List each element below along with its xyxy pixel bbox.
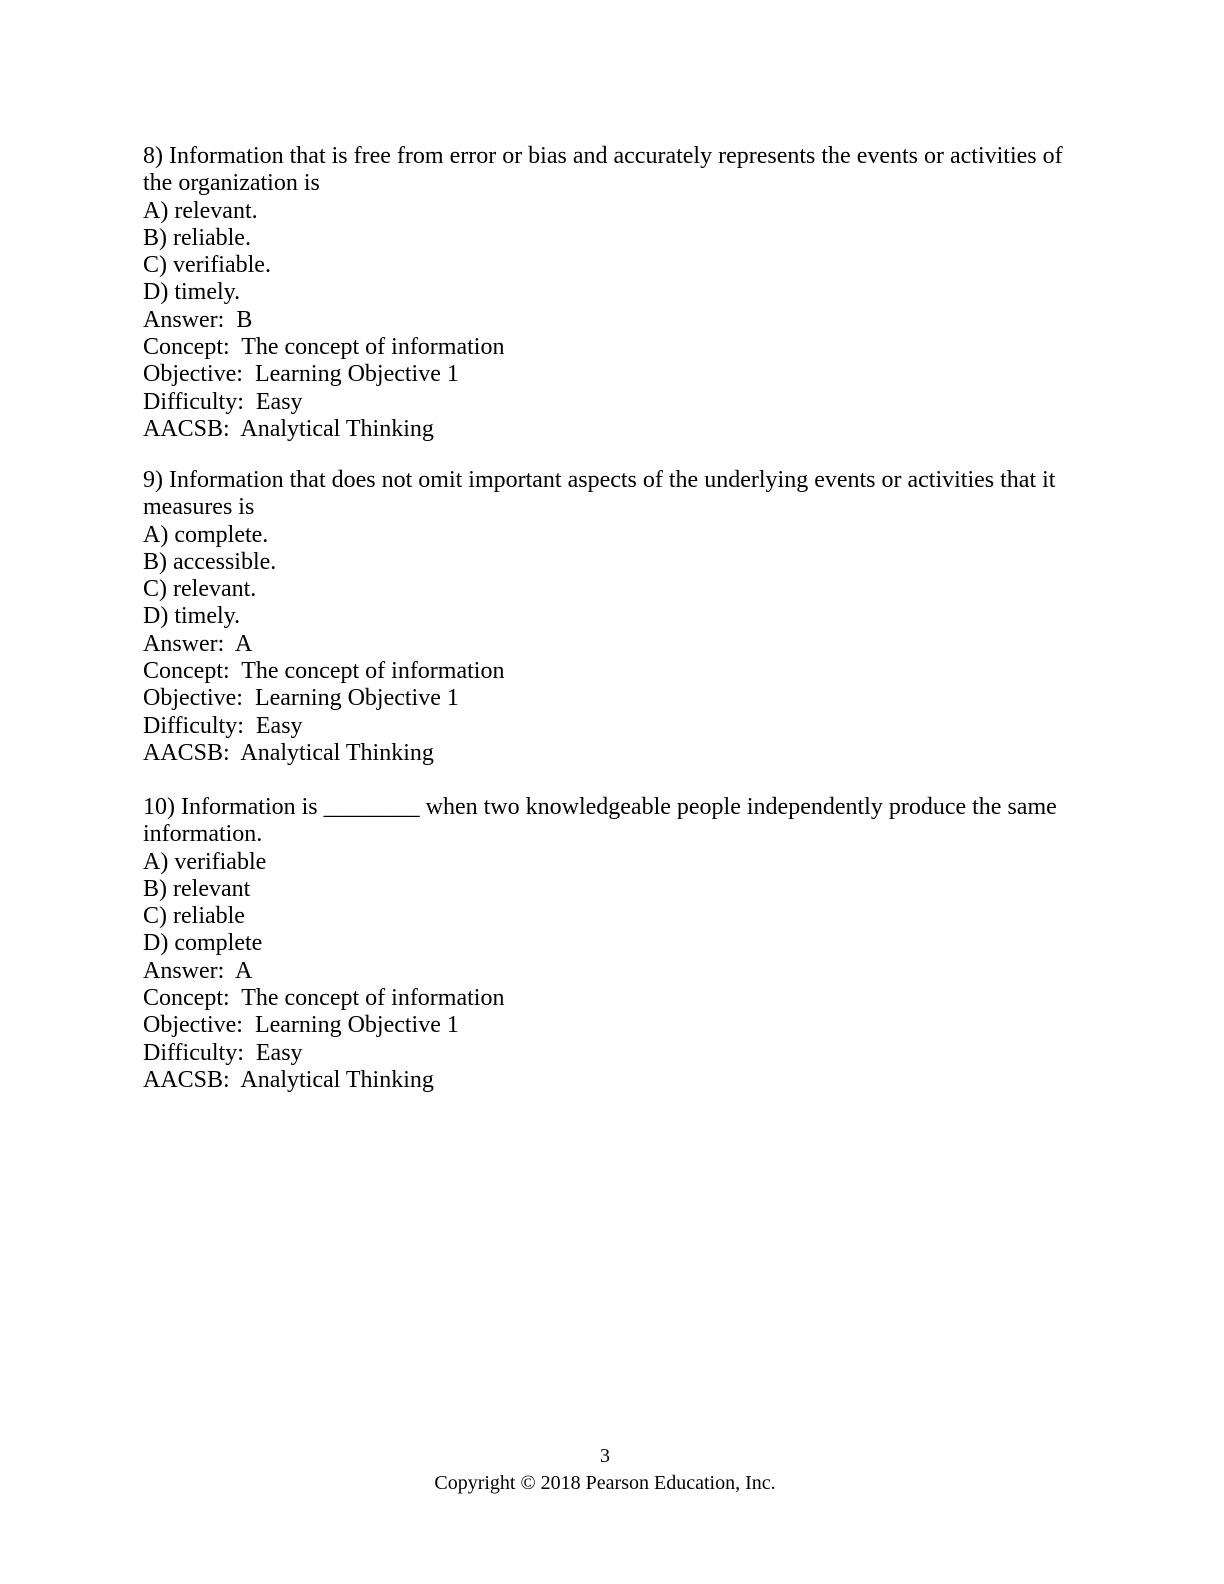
answer: Answer: A bbox=[143, 957, 253, 984]
option-c: C) reliable bbox=[143, 903, 245, 930]
answer: Answer: A bbox=[143, 630, 253, 657]
difficulty: Difficulty: Easy bbox=[143, 388, 303, 415]
answer: Answer: B bbox=[143, 306, 253, 333]
aacsb: AACSB: Analytical Thinking bbox=[143, 739, 434, 766]
option-b: B) relevant bbox=[143, 875, 251, 902]
option-b: B) reliable. bbox=[143, 224, 251, 251]
question-8 bbox=[143, 143, 1073, 443]
concept: Concept: The concept of information bbox=[143, 985, 505, 1012]
concept: Concept: The concept of information bbox=[143, 334, 505, 361]
aacsb: AACSB: Analytical Thinking bbox=[143, 1066, 434, 1093]
objective: Objective: Learning Objective 1 bbox=[143, 1012, 459, 1039]
question-stem: 9) Information that does not omit important aspects of the underlying events or activities that it measures is bbox=[143, 467, 1062, 521]
option-a: A) complete. bbox=[143, 521, 269, 548]
copyright-notice: Copyright © 2018 Pearson Education, Inc. bbox=[434, 1472, 776, 1494]
page-number: 3 bbox=[600, 1445, 610, 1467]
option-c: C) verifiable. bbox=[143, 252, 271, 279]
option-d: D) timely. bbox=[143, 279, 241, 306]
objective: Objective: Learning Objective 1 bbox=[143, 685, 459, 712]
concept: Concept: The concept of information bbox=[143, 658, 505, 685]
option-d: D) timely. bbox=[143, 603, 241, 630]
difficulty: Difficulty: Easy bbox=[143, 1039, 303, 1066]
question-stem: 10) Information is ________ when two knowledgeable people independently produce the same information. bbox=[143, 794, 1063, 848]
option-b: B) accessible. bbox=[143, 548, 277, 575]
question-stem: 8) Information that is free from error or bias and accurately represents the events or activities of the organization is bbox=[143, 143, 1069, 197]
option-c: C) relevant. bbox=[143, 576, 257, 603]
question-9 bbox=[143, 467, 1073, 767]
question-10 bbox=[143, 794, 1073, 1094]
option-d: D) complete bbox=[143, 930, 263, 957]
objective: Objective: Learning Objective 1 bbox=[143, 361, 459, 388]
option-a: A) verifiable bbox=[143, 848, 267, 875]
option-a: A) relevant. bbox=[143, 197, 258, 224]
difficulty: Difficulty: Easy bbox=[143, 712, 303, 739]
aacsb: AACSB: Analytical Thinking bbox=[143, 415, 434, 442]
